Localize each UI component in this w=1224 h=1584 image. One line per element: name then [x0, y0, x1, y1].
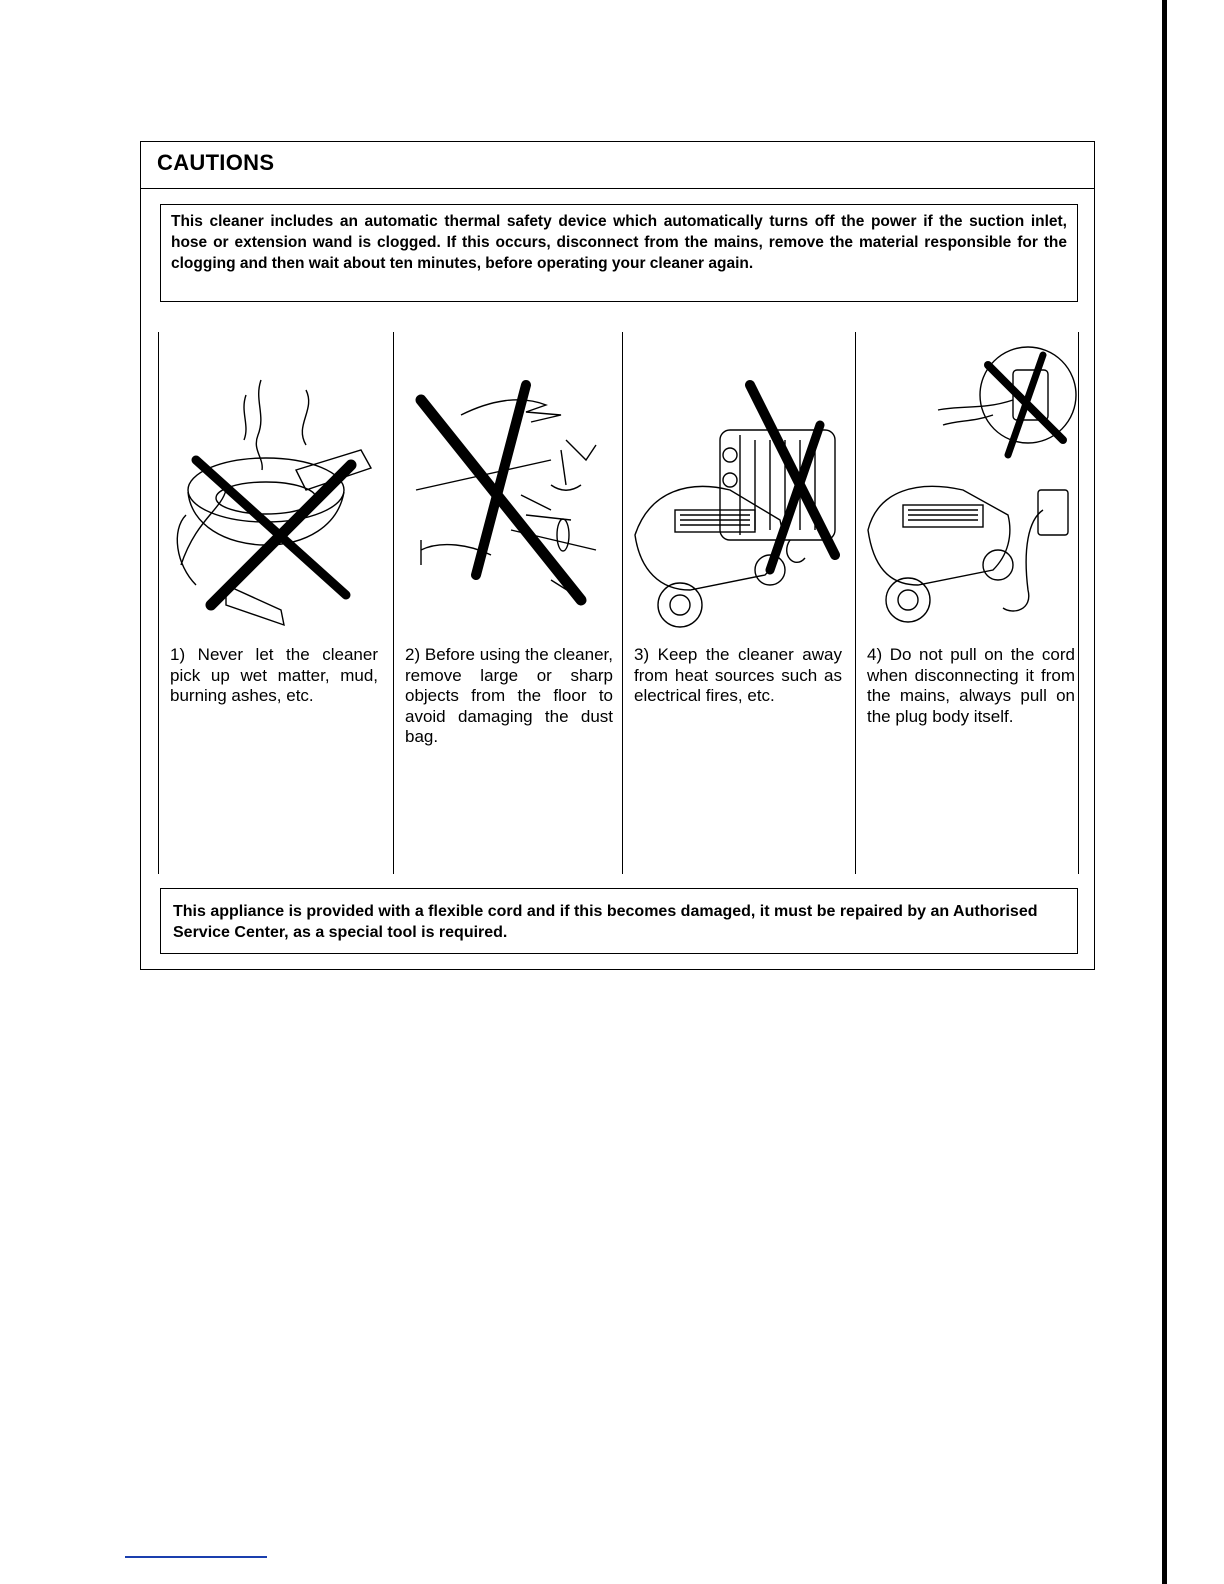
caution-caption: 1) Never let the cleaner pick up wet matter, mud, burning ashes, etc. [170, 645, 378, 705]
caution-panel-1 [158, 332, 388, 874]
caution-caption: 2) Before using the cleaner, remove large or sharp objects from the floor to avoid damaging the dust bag. [405, 645, 613, 746]
page-title: CAUTIONS [157, 150, 275, 175]
page-underline-mark [125, 1556, 267, 1558]
caution-panel-4 [855, 332, 1085, 874]
no-heat-source-icon [630, 340, 855, 630]
cautions-box [140, 141, 1095, 970]
no-wet-ashes-icon [166, 340, 381, 630]
caution-caption: 3) Keep the cleaner away from heat sources such as electrical fires, etc. [634, 645, 842, 705]
page-edge-bar [1162, 0, 1167, 1584]
caution-panel-3 [622, 332, 852, 874]
caution-panel-2 [393, 332, 623, 874]
cord-repair-notice: This appliance is provided with a flexible cord and if this becomes damaged, it must be repaired by an Authorised Service Center, as a special tool is required. [160, 888, 1078, 954]
title-divider [141, 188, 1094, 189]
caution-panels [158, 332, 1078, 874]
caution-caption: 4) Do not pull on the cord when disconnecting it from the mains, always pull on the plug body itself. [867, 645, 1075, 726]
no-sharp-objects-icon [401, 340, 616, 630]
no-pull-cord-icon [863, 340, 1078, 630]
thermal-safety-notice: This cleaner includes an automatic thermal safety device which automatically turns off the power if the suction inlet, hose or extension wand is clogged. If this occurs, disconnect from the mains, remove the material responsible for the clogging and then wait about ten minutes, before operating your cleaner again. [160, 204, 1078, 302]
